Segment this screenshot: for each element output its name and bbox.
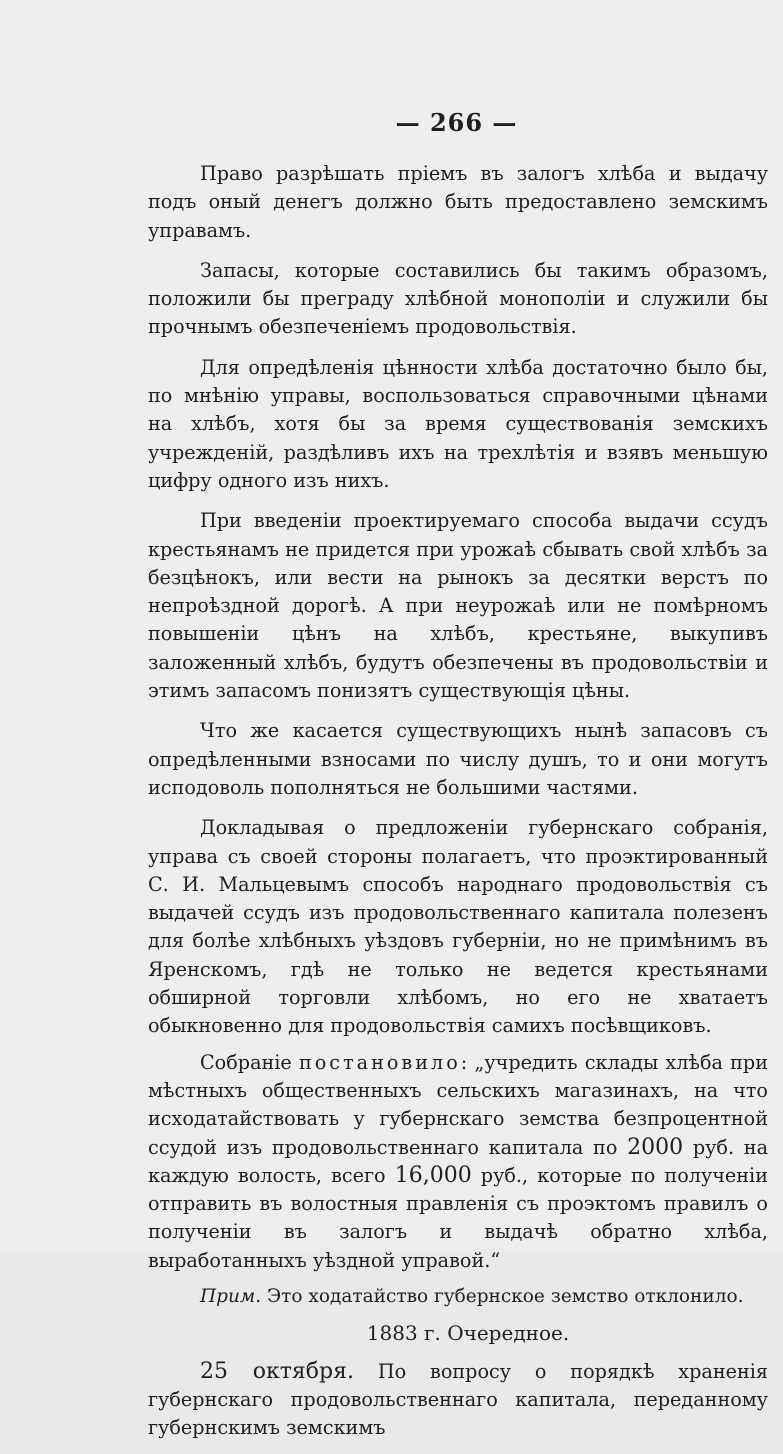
resolution-lead: Собраніе <box>200 1050 299 1074</box>
paragraph-right-to-pledge: Право разрѣшать пріемъ въ залогъ хлѣба и выдачу подъ оный денегъ должно быть предоставлено земскимъ управамъ. <box>148 162 768 242</box>
resolution-text-b: руб. на каждую волость, всего <box>148 1135 769 1187</box>
paragraph-reserves: Запасы, которые составились бы такимъ образомъ, положили бы преграду хлѣбной монополіи и служили бы прочнымъ обезпеченіемъ продовольствія. <box>148 258 768 339</box>
paragraph-resolution <box>148 1049 768 1275</box>
paragraph-report: Докладывая о предложеніи губернскаго собранія, управа съ своей стороны полагаетъ, что проэктированный С. И. Мальцевымъ способъ народнаго продовольствія съ выдачей ссудъ изъ продовольственнаго капитала полезенъ для болѣе хлѣбныхъ уѣздовъ губерніи, но не примѣнимъ въ Яренскомъ, гдѣ не только не ведется крестьянами обширной торговли хлѣбомъ, но его не хватаетъ обыкновенно для продовольствія самихъ посѣвщиковъ. <box>148 816 768 1038</box>
resolution-text-a: : „учредить склады хлѣба при мѣстныхъ общественныхъ сельскихъ магазинахъ, на что исходатайствовать у губернскаго земства безпроцентной ссудой изъ продовольственнаго капитала по <box>148 1050 768 1159</box>
page-body <box>148 160 768 1454</box>
footnote-label: Прим. <box>200 1285 262 1307</box>
paragraph-date: 25 октября. <box>200 1358 354 1384</box>
paragraph-capital-storage: По вопросу о порядкѣ храненія губернскаго продовольственнаго капитала, переданному губернскимъ земскимъ <box>148 1359 768 1440</box>
page-number: — 266 — <box>395 108 518 137</box>
paragraph-loan-method: При введеніи проектируемаго способа выдачи ссудъ крестьянамъ не придется при урожаѣ сбывать свой хлѣбъ за безцѣнокъ, или вести на рынокъ за десятки верстъ по непроѣздной дорогѣ. А при неурожаѣ или не помѣрномъ повышеніи цѣнъ на хлѣбъ, крестьяне, выкупивъ заложенный хлѣбъ, будутъ обезпечены въ продовольствіи и этимъ запасомъ понизятъ существующія цѣны. <box>148 509 768 703</box>
resolution-text-c: руб., которые по полученіи отправить въ волостныя правленія съ проэктомъ правилъ о полученіи въ залогъ и выдачѣ обратно хлѣба, выработанныхъ уѣздной управой.“ <box>148 1163 768 1272</box>
footnote-text: Это ходатайство губернское земство отклонило. <box>261 1285 744 1307</box>
section-heading: 1883 г. Очередное. <box>366 1321 570 1346</box>
paragraph-existing-reserves: Что же касается существующихъ нынѣ запасовъ съ опредѣленными взносами по числу душъ, то и они могутъ исподоволь пополняться не большими частями. <box>148 719 768 799</box>
amount-per-volost: 2000 <box>627 1134 684 1160</box>
footnote <box>148 1283 768 1311</box>
paragraph-grain-value: Для опредѣленія цѣнности хлѣба достаточно было бы, по мнѣнію управы, воспользоваться справочными цѣнами на хлѣбъ, хотя бы за время существованія земскихъ учрежденій, раздѣливъ ихъ на трехлѣтія и взявъ меньшую цифру одного изъ нихъ. <box>148 355 768 492</box>
resolution-keyword: постановило <box>298 1050 461 1074</box>
amount-total: 16,000 <box>394 1162 472 1188</box>
paragraph-october-25 <box>148 1358 768 1443</box>
